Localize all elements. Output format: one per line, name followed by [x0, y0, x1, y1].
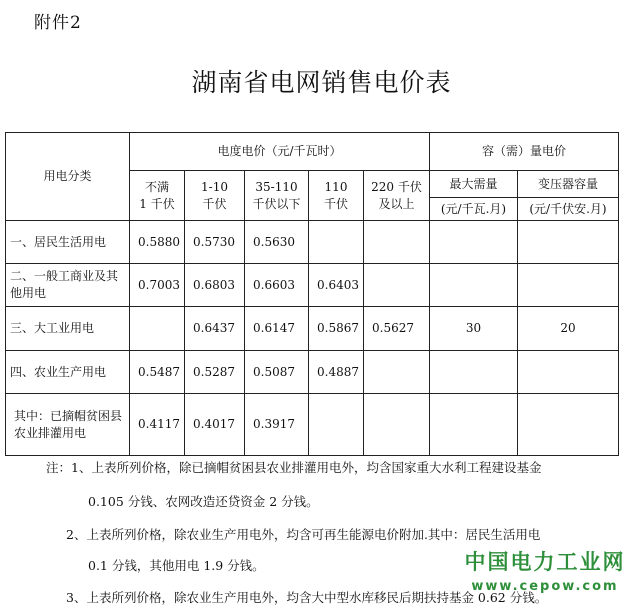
price-cell — [130, 307, 185, 351]
capacity-col-header: 变压器容量 — [518, 171, 619, 198]
note-line: 注：1、上表所列价格，除已摘帽贫困县农业排灌用电外，均含国家重大水利工程建设基金 — [46, 460, 542, 475]
row-category: 二、一般工商业及其他用电 — [6, 264, 130, 307]
capacity-unit: (元/千伏安.月) — [518, 198, 619, 221]
price-cell: 0.6437 — [185, 307, 245, 351]
note-line: 2、上表所列价格，除农业生产用电外，均含可再生能源电价附加.其中：居民生活用电 — [66, 527, 541, 542]
capacity-price-header: 容（需）量电价 — [430, 133, 619, 171]
capacity-col-header: 最大需量 — [430, 171, 518, 198]
price-cell: 0.6603 — [245, 264, 309, 307]
price-cell: 0.3917 — [245, 394, 309, 456]
voltage-header: 35-110 千伏以下 — [245, 171, 309, 221]
price-cell: 30 — [430, 307, 518, 351]
price-cell — [364, 221, 430, 264]
table-row — [6, 221, 619, 264]
price-cell — [309, 394, 364, 456]
table-row — [6, 307, 619, 351]
price-cell — [518, 221, 619, 264]
note-line: 0.105 分钱、农网改造还贷资金 2 分钱。 — [88, 494, 319, 509]
price-cell: 0.4017 — [185, 394, 245, 456]
row-category: 四、农业生产用电 — [6, 351, 130, 394]
price-cell: 0.5730 — [185, 221, 245, 264]
watermark-url: www.cepow.com — [471, 579, 619, 594]
row-category: 一、居民生活用电 — [6, 221, 130, 264]
price-cell — [518, 264, 619, 307]
table-row — [6, 394, 619, 456]
page-title: 湖南省电网销售电价表 — [191, 68, 452, 97]
price-cell: 0.4887 — [309, 351, 364, 394]
voltage-header: 220 千伏 及以上 — [364, 171, 430, 221]
price-cell — [309, 221, 364, 264]
row-category: 其中：已摘帽贫困县农业排灌用电 — [6, 394, 130, 456]
price-cell — [364, 351, 430, 394]
price-cell: 0.5087 — [245, 351, 309, 394]
price-cell: 0.5880 — [130, 221, 185, 264]
price-cell: 20 — [518, 307, 619, 351]
note-line: 0.1 分钱，其他用电 1.9 分钱。 — [88, 558, 265, 573]
row-category: 三、大工业用电 — [6, 307, 130, 351]
watermark-logo — [460, 546, 630, 594]
capacity-unit: (元/千瓦.月) — [430, 198, 518, 221]
table-row — [6, 351, 619, 394]
price-table — [5, 132, 619, 456]
price-cell: 0.5287 — [185, 351, 245, 394]
price-cell — [430, 221, 518, 264]
price-cell — [430, 394, 518, 456]
price-cell: 0.7003 — [130, 264, 185, 307]
price-cell: 0.6147 — [245, 307, 309, 351]
price-cell — [518, 394, 619, 456]
price-cell — [364, 394, 430, 456]
price-cell: 0.5627 — [364, 307, 430, 351]
attachment-label: 附件2 — [34, 13, 82, 33]
price-cell: 0.4117 — [130, 394, 185, 456]
note-line: 3、上表所列价格，除农业生产用电外，均含大中型水库移民后期扶持基金 0.62 分钱。 — [66, 590, 548, 605]
category-header: 用电分类 — [6, 133, 130, 221]
price-cell: 0.5867 — [309, 307, 364, 351]
voltage-header: 1-10 千伏 — [185, 171, 245, 221]
energy-price-header: 电度电价（元/千瓦时） — [130, 133, 430, 171]
price-cell: 0.5630 — [245, 221, 309, 264]
price-cell: 0.6803 — [185, 264, 245, 307]
price-cell — [518, 351, 619, 394]
watermark-text: 中国电力工业网 — [464, 550, 626, 574]
price-cell — [430, 264, 518, 307]
voltage-header: 不满 1 千伏 — [130, 171, 185, 221]
voltage-header: 110 千伏 — [309, 171, 364, 221]
price-cell — [430, 351, 518, 394]
table-row — [6, 264, 619, 307]
price-cell: 0.6403 — [309, 264, 364, 307]
price-cell: 0.5487 — [130, 351, 185, 394]
price-cell — [364, 264, 430, 307]
